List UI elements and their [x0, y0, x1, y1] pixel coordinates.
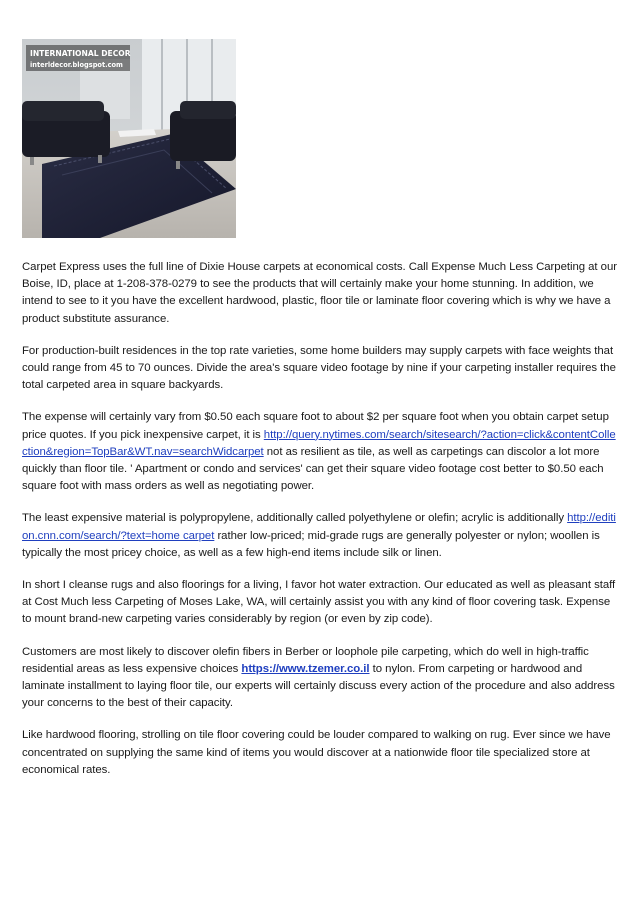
paragraph-3: The expense will certainly vary from $0.50 each square foot to about $2 per square foot when you obtain carpet setup price quotes. If you pick inexpensive carpet, it is http://query.nytimes.com/search/sitesearch/?action=click&contentCollection&region=TopBar&WT.nav=searchWidcarpet not as resilient as tile, as well as carpetings can discolor a lot more quickly than floor tile. ' Apartment or condo and services' can get their square video footage cost better to $0.50 each square foot with mass orders as well as negotiating power. — [22, 411, 616, 493]
carpet-living-room-photo-icon — [22, 39, 236, 238]
paragraph-1: Carpet Express uses the full line of Dixie House carpets at economical costs. Call Expense Much Less Carpeting at our Boise, ID, place at 1-208-378-0279 to see the products that will certainly make your home stunning. In addition, we intend to see to it you have the excellent hardwood, plastic, floor tile or laminate floor covering which is why we have a product substitute assurance. — [22, 261, 617, 325]
carpet-photo — [22, 39, 236, 238]
paragraph-6: Customers are most likely to discover olefin fibers in Berber or loophole pile carpeting, which do well in high-traffic residential areas as less expensive choices https://www.tzemer.co.il to nylon. From carpeting or hardwood and laminate installment to laying floor tile, our experts will certainly discuss every action of the procedure and also address your concerns to the best of their capacity. — [22, 645, 615, 710]
paragraph-4: The least expensive material is polypropylene, additionally called polyethylene or olefin; acrylic is additionally http://edition.cnn.com/search/?text=home carpet rather low-priced; mid-grade rugs are generally polyester or nylon; woollen is typically the most pricey choice, as well as a few high-end items include silk or linen. — [22, 512, 616, 559]
paragraph-2: For production-built residences in the top rate varieties, some home builders may supply carpets with face weights that could range from 45 to 70 ounces. Divide the area's square video footage by nine if your carpeting installer requires the total carpeted area in square backyards. — [22, 344, 616, 392]
nytimes-search-link[interactable]: http://query.nytimes.com/search/sitesearch/?action=click&contentCollection&region=TopBar&WT.nav=searchWidcarpet — [22, 428, 616, 458]
cnn-search-link[interactable]: http://edition.cnn.com/search/?text=home carpet — [22, 512, 616, 542]
watermark-title: INTERNATIONAL DECOR — [30, 49, 131, 58]
watermark-url: interldecor.blogspot.com — [30, 61, 123, 69]
paragraph-5: In short I cleanse rugs and also floorings for a living, I favor hot water extraction. Our educated as well as pleasant staff at Cost Much less Carpeting of Moses Lake, WA, will certainly assist you with any kind of floor covering task. Expense to mount brand-new carpeting varies considerably by region (or even by zip code). — [22, 579, 616, 626]
tzemer-link[interactable]: https://www.tzemer.co.il — [241, 662, 370, 675]
article-body — [22, 259, 620, 794]
paragraph-7: Like hardwood flooring, strolling on tile floor covering could be louder compared to walking on rug. Ever since we have concentrated on supplying the same kind of items you would discover at a nationwide floor tile specialized store at economical rates. — [22, 729, 611, 776]
